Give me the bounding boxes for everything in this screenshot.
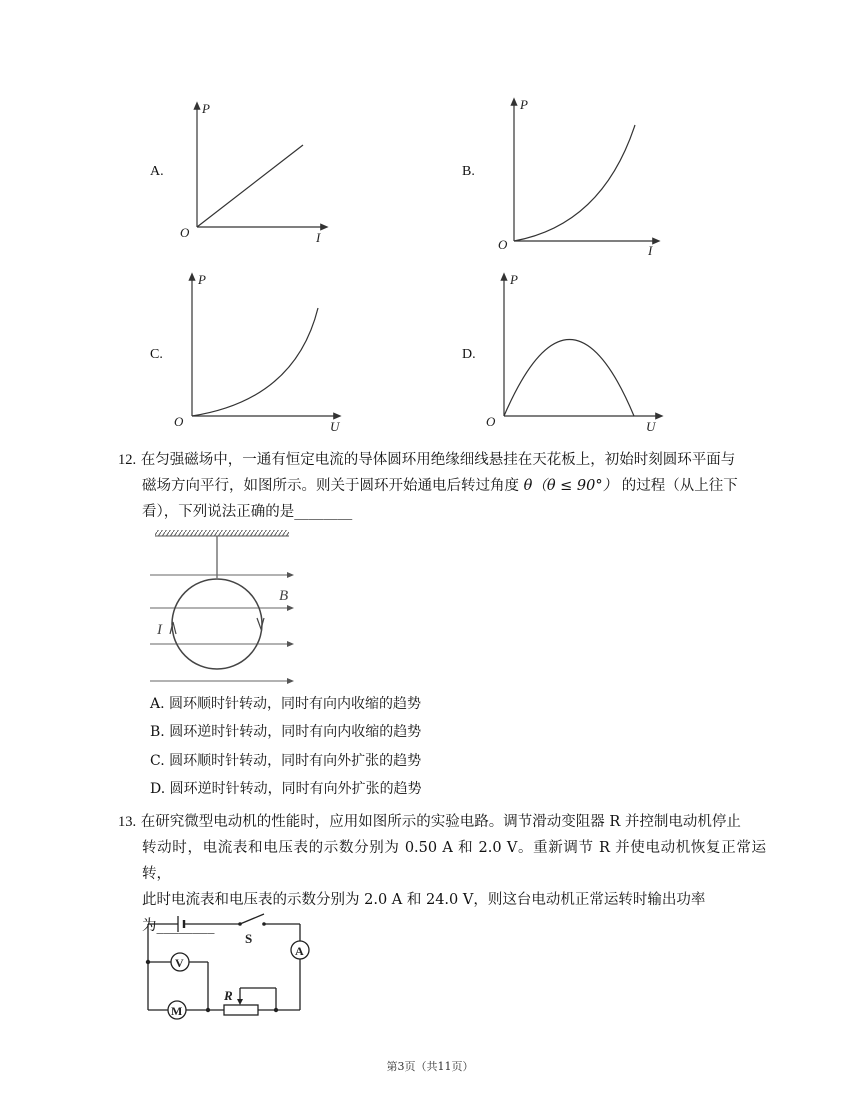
graph-a-y-label: P [202,101,210,116]
page-footer: 第3页（共11页） [386,1060,474,1073]
graph-a-origin: O [180,225,190,240]
q12-choice-c[interactable]: C. 圆环顺时针转动，同时有向外扩张的趋势 [150,753,422,769]
graph-c-y-label: P [198,272,206,287]
q13-number: 13. [118,814,137,830]
graph-c-origin: O [174,414,184,429]
q12-choice-b[interactable]: B. 圆环逆时针转动，同时有向内收缩的趋势 [150,724,422,740]
q13-line1: 13. 在研究微型电动机的性能时，应用如图所示的实验电路。调节滑动变阻器 R 并控制电动机停止 [118,814,741,830]
graph-a-x-label: I [316,230,321,245]
current-label: I [157,622,162,638]
graph-c-curve [192,308,318,416]
field-label: B [279,588,289,604]
voltmeter-label: V [175,956,184,970]
motor-label: M [171,1004,183,1018]
q12-number: 12. [118,452,137,468]
option-b-letter: B. [462,164,475,179]
current-arrow-right [257,618,264,629]
switch-label: S [245,931,253,946]
ceiling [155,530,289,536]
switch-blade [240,914,264,924]
q12-theta: θ（θ ≤ 90°） [523,478,618,494]
graph-d [482,268,672,433]
ammeter-label: A [295,944,304,958]
graph-b-x-label: I [648,243,653,258]
q12-choice-a[interactable]: A. 圆环顺时针转动，同时有向内收缩的趋势 [150,696,422,712]
q13-line3: 此时电流表和电压表的示数分别为 2.0 A 和 24.0 V，则这台电动机正常运转时输出功率 [142,892,706,908]
graph-b-y-label: P [520,97,528,112]
graph-c [170,268,350,433]
q12-line3: 看），下列说法正确的是________ [142,504,353,520]
graph-d-x-label: U [646,419,656,433]
q12-line1: 12. 在匀强磁场中，一通有恒定电流的导体圆环用绝缘细线悬挂在天花板上，初始时刻圆环平面与 [118,452,736,468]
graph-c-x-label: U [330,419,340,433]
rheostat-body [224,1005,258,1015]
q12-figure-ring-in-field [145,526,305,686]
q13-line2: 转动时，电流表和电压表的示数分别为 0.50 A 和 2.0 V。重新调节 R 并使电动机恢复正常运转， [142,840,766,882]
rheostat-label: R [224,988,233,1003]
graph-b-origin: O [498,237,508,252]
graph-d-curve [504,340,634,417]
graph-d-origin: O [486,414,496,429]
graph-b-curve [514,125,635,241]
graph-a [175,95,345,250]
graph-d-y-label: P [510,272,518,287]
q12-choice-d[interactable]: D. 圆环逆时针转动，同时有向外扩张的趋势 [150,781,422,797]
graph-a-curve [197,145,303,227]
graph-b [492,95,672,260]
option-d-letter: D. [462,347,476,362]
q13-line4: 为________ [142,918,215,934]
conducting-ring [172,579,262,669]
q13-circuit-diagram [140,910,320,1025]
option-c-letter: C. [150,347,163,362]
option-a-letter: A. [150,164,164,179]
q12-line2: 磁场方向平行，如图所示。则关于圆环开始通电后转过角度 θ（θ ≤ 90°） 的过程（从上往下 [142,478,738,494]
question-12 [118,447,766,525]
